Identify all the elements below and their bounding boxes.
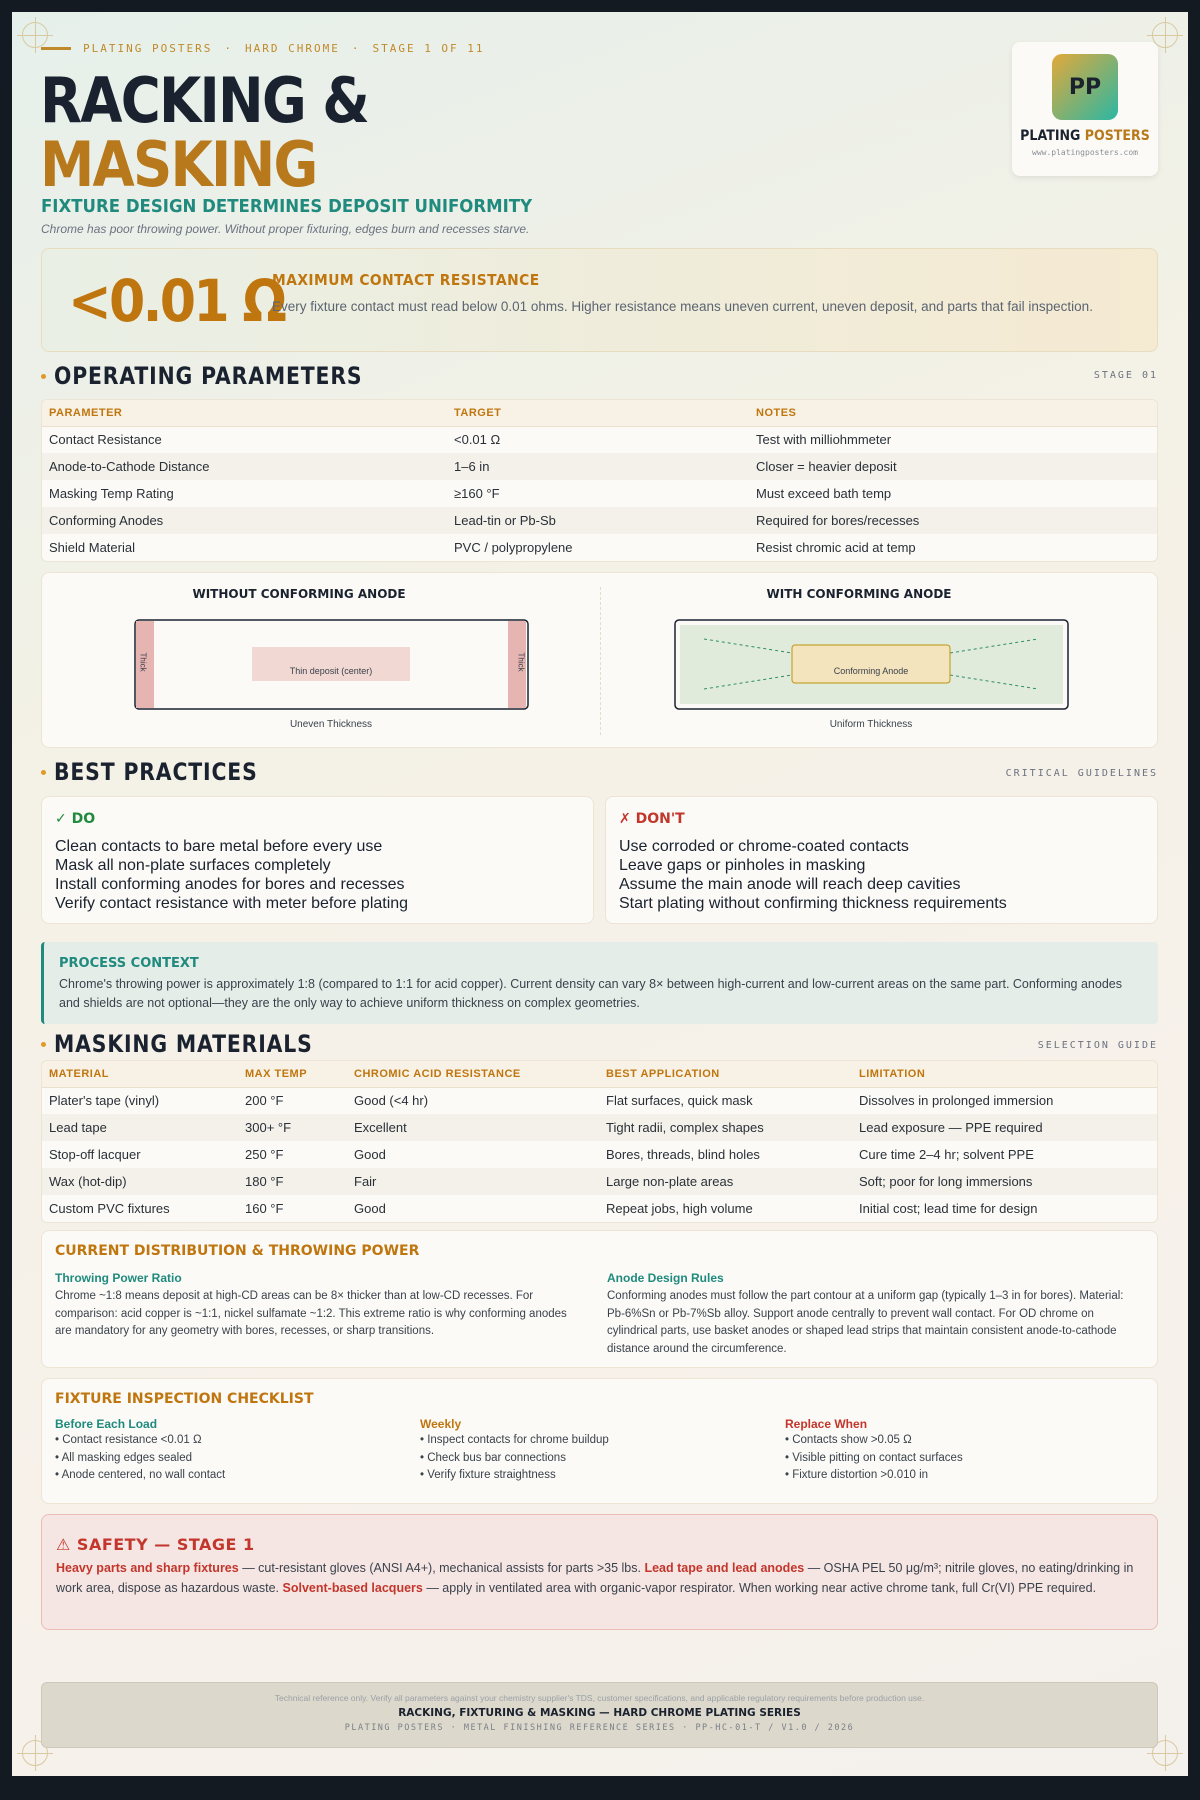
list-item: Leave gaps or pinholes in masking: [619, 857, 866, 874]
footer-disclaimer: Technical reference only. Verify all parameters against your chemistry supplier's TDS, customer specifications, and applicable regulatory requirements before production use.: [274, 1693, 925, 1703]
current-distribution-card: [41, 1230, 1158, 1368]
table-cell: Anode-to-Cathode Distance: [42, 453, 447, 480]
table-row: [42, 1195, 1157, 1222]
breadcrumb: [41, 42, 485, 55]
column-header: MATERIAL: [42, 1061, 238, 1087]
table-row: [42, 426, 1157, 453]
table-row: [42, 453, 1157, 480]
dont-list: [619, 837, 1007, 913]
safety-hazard: Solvent-based lacquers: [282, 1580, 423, 1595]
footer: [41, 1682, 1158, 1748]
table-cell: Plater's tape (vinyl): [49, 1093, 160, 1109]
table-cell: Test with milliohmmeter: [756, 432, 892, 448]
part-with-conforming-anode: [674, 619, 1070, 711]
column-header: CHROMIC ACID RESISTANCE: [347, 1061, 599, 1087]
safety-detail: — OSHA PEL 50 μg/m³; nitrile gloves, no eating/drinking in work area, dispose as hazardous waste.: [56, 1561, 1134, 1595]
column-header: BEST APPLICATION: [599, 1061, 852, 1087]
table-cell: Contact Resistance: [49, 432, 162, 448]
table-row: [42, 1141, 1157, 1168]
table-cell: Lead-tin or Pb-Sb: [447, 507, 749, 534]
anode-comparison-diagram: [41, 572, 1158, 748]
table-cell: Good (<4 hr): [354, 1093, 429, 1109]
safety-text: [56, 1559, 1146, 1598]
breadcrumb-item: STAGE 1 OF 11: [372, 42, 485, 55]
table-cell: 160 °F: [245, 1201, 284, 1216]
breadcrumb-bar: [41, 47, 71, 50]
context-title: PROCESS CONTEXT: [59, 956, 199, 971]
resistance-text: Every fixture contact must read below 0.01 ohms. Higher resistance means uneven current, uneven deposit, and parts that fail inspection.: [272, 299, 1093, 314]
footer-title: RACKING, FIXTURING & MASKING — HARD CHROME PLATING SERIES: [398, 1707, 801, 1719]
masking-heading: MASKING MATERIALS: [54, 1030, 313, 1058]
anode-design-text: Conforming anodes must follow the part contour at a uniform gap (typically 1–3 in for bores). Material: Pb-6%Sn or Pb-7%Sb alloy. Support anode centrally to prevent wall contact. For OD chrome on cylindrical parts, use basket anodes or shaped lead strips that maintain consistent anode-to-cathode distance around the circumference.: [607, 1290, 1124, 1355]
checklist-item: • Check bus bar connections: [420, 1451, 566, 1464]
list-item: Verify contact resistance with meter before plating: [55, 895, 409, 912]
breadcrumb-item: HARD CHROME: [244, 42, 340, 55]
breadcrumb-separator: ·: [224, 42, 233, 55]
table-row: [42, 1114, 1157, 1141]
practices-section-heading: [41, 758, 294, 786]
resistance-callout: [41, 248, 1158, 352]
table-header-row: [42, 1061, 1157, 1087]
checklist-item: • Inspect contacts for chrome buildup: [420, 1434, 609, 1446]
table-cell: Must exceed bath temp: [756, 486, 892, 501]
table-cell: 250 °F: [245, 1147, 284, 1162]
checklist-item: • Contact resistance <0.01 Ω: [55, 1434, 202, 1446]
resistance-title: MAXIMUM CONTACT RESISTANCE: [272, 271, 540, 289]
table-cell: Tight radii, complex shapes: [599, 1114, 852, 1141]
do-title: ✓ DO: [55, 811, 96, 827]
brand-url: www.platingposters.com: [1032, 148, 1138, 157]
throwing-power-block: [55, 1271, 585, 1341]
poster: [12, 12, 1188, 1776]
do-list: [55, 837, 408, 913]
throwing-power-title: Throwing Power Ratio: [55, 1271, 182, 1285]
table-cell: Initial cost; lead time for design: [859, 1201, 1038, 1216]
checklist-column: [420, 1417, 760, 1485]
table-row: [42, 1168, 1157, 1195]
operating-section-heading: [41, 362, 417, 390]
page-title-line1: RACKING &: [40, 64, 369, 137]
brand-name-part1: PLATING: [1020, 128, 1081, 144]
table-cell: Conforming Anodes: [42, 507, 447, 534]
safety-detail: — apply in ventilated area with organic-vapor respirator. When working near active chrome tank, full Cr(VI) PPE required.: [422, 1580, 1097, 1595]
safety-callout: [41, 1514, 1158, 1630]
table-cell: Dissolves in prolonged immersion: [859, 1093, 1054, 1109]
checklist-item: • Anode centered, no wall contact: [55, 1469, 226, 1481]
thick-label-left: Thick: [138, 652, 148, 672]
table-cell: Lead tape: [42, 1114, 238, 1141]
checklist-column: [55, 1417, 395, 1485]
table-cell: Good: [354, 1147, 386, 1162]
checklist-item: • All masking edges sealed: [55, 1451, 192, 1464]
page-title-line2: MASKING: [40, 128, 317, 201]
table-cell: Repeat jobs, high volume: [606, 1201, 753, 1216]
table-row: [42, 507, 1157, 534]
operating-table: [41, 399, 1158, 562]
brand-name: [1019, 128, 1150, 144]
footer-series: PLATING POSTERS · METAL FINISHING REFERENCE SERIES · PP-HC-01-T / V1.0 / 2026: [344, 1723, 855, 1733]
column-header: MAX TEMP: [238, 1061, 347, 1087]
anode-design-title: Anode Design Rules: [607, 1271, 724, 1285]
process-context-callout: [41, 942, 1158, 1024]
checklist-column: [785, 1417, 1125, 1485]
diagram-right-caption: Uniform Thickness: [829, 719, 913, 730]
list-item: Install conforming anodes for bores and recesses: [55, 876, 405, 893]
diagram-left-title: WITHOUT CONFORMING ANODE: [192, 587, 406, 601]
list-item: Clean contacts to bare metal before every use: [55, 838, 383, 855]
checklist-column-title: Before Each Load: [55, 1417, 158, 1431]
context-text: Chrome's throwing power is approximately 1:8 (compared to 1:1 for acid copper). Current density can vary 8× between high-current and low-current areas on the same part. Conforming anodes and shields are not optional—they are the only way to achieve uniform thickness on complex geometries.: [59, 977, 1122, 1010]
practices-tag: CRITICAL GUIDELINES: [1005, 768, 1158, 779]
checklist-item: • Visible pitting on contact surfaces: [785, 1451, 963, 1464]
bullet-dot: [41, 374, 46, 379]
table-cell: Required for bores/recesses: [749, 507, 1157, 534]
table-cell: 180 °F: [238, 1168, 347, 1195]
bullet-dot: [41, 770, 46, 775]
thin-deposit-label: Thin deposit (center): [289, 666, 373, 676]
table-header-row: [42, 400, 1157, 426]
table-cell: Cure time 2–4 hr; solvent PPE: [859, 1147, 1034, 1162]
resistance-value: <0.01 Ω: [68, 267, 285, 335]
column-header: NOTES: [749, 400, 1157, 426]
breadcrumb-item: PLATING POSTERS: [83, 42, 213, 55]
operating-tag: STAGE 01: [1093, 370, 1158, 381]
distribution-title: CURRENT DISTRIBUTION & THROWING POWER: [55, 1243, 420, 1259]
column-header: TARGET: [447, 400, 749, 426]
table-cell: Masking Temp Rating: [49, 486, 174, 501]
safety-hazard: Lead tape and lead anodes: [644, 1561, 805, 1575]
brand-logo-mark: PP: [1052, 54, 1118, 120]
bullet-dot: [41, 1042, 46, 1047]
safety-title: ⚠ SAFETY — STAGE 1: [56, 1535, 255, 1554]
list-item: Mask all non-plate surfaces completely: [55, 857, 331, 874]
table-cell: Wax (hot-dip): [42, 1168, 238, 1195]
checklist-column-title: Replace When: [785, 1417, 868, 1431]
table-cell: Flat surfaces, quick mask: [606, 1093, 753, 1109]
table-cell: Lead exposure — PPE required: [852, 1114, 1157, 1141]
throwing-power-text: Chrome ~1:8 means deposit at high-CD areas can be 8× thicker than at low-CD recesses. For comparison: acid copper is ~1:1, nickel sulfamate ~1:2. This extreme ratio is why conforming anodes are mandatory for any geometry with bores, recesses, or sharp transitions.: [55, 1290, 567, 1337]
page-tagline: Chrome has poor throwing power. Without proper fixturing, edges burn and recesses starve.: [41, 222, 530, 236]
masking-table: [41, 1060, 1158, 1223]
diagram-left-caption: Uneven Thickness: [289, 719, 373, 730]
dont-card: [605, 796, 1158, 924]
table-row: [42, 534, 1157, 561]
table-cell: Stop-off lacquer: [49, 1147, 141, 1162]
conforming-anode-label: Conforming Anode: [833, 666, 909, 676]
table-cell: Resist chromic acid at temp: [756, 540, 916, 555]
do-card: [41, 796, 594, 924]
page-subtitle: FIXTURE DESIGN DETERMINES DEPOSIT UNIFORMITY: [41, 196, 533, 217]
table-cell: Custom PVC fixtures: [49, 1201, 170, 1216]
table-row: [42, 480, 1157, 507]
table-cell: Soft; poor for long immersions: [852, 1168, 1157, 1195]
checklist-item: • Verify fixture straightness: [420, 1469, 556, 1481]
conforming-anode-shape: [792, 645, 950, 683]
table-cell: 200 °F: [245, 1093, 284, 1109]
inspection-title: FIXTURE INSPECTION CHECKLIST: [55, 1391, 314, 1407]
diagram-right-title: WITH CONFORMING ANODE: [766, 587, 952, 601]
table-cell: ≥160 °F: [454, 486, 500, 501]
table-cell: PVC / polypropylene: [454, 540, 573, 555]
list-item: Assume the main anode will reach deep cavities: [619, 876, 961, 893]
breadcrumb-separator: ·: [351, 42, 361, 55]
checklist-item: • Contacts show >0.05 Ω: [785, 1434, 912, 1446]
brand-logo-card[interactable]: [1012, 42, 1158, 176]
dont-title: ✗ DON'T: [619, 811, 685, 827]
table-cell: Fair: [347, 1168, 599, 1195]
checklist-column-title: Weekly: [420, 1417, 462, 1431]
inspection-checklist-card: [41, 1378, 1158, 1504]
safety-detail: — cut-resistant gloves (ANSI A4+), mechanical assists for parts >35 lbs.: [238, 1561, 645, 1575]
table-cell: Excellent: [347, 1114, 599, 1141]
thick-label-right: Thick: [516, 652, 526, 672]
anode-design-block: [607, 1271, 1142, 1358]
table-cell: Good: [354, 1201, 386, 1216]
table-cell: Shield Material: [49, 540, 135, 555]
table-cell: Bores, threads, blind holes: [606, 1147, 760, 1162]
masking-tag: SELECTION GUIDE: [1037, 1040, 1158, 1051]
practices-heading: BEST PRACTICES: [54, 758, 258, 786]
table-row: [42, 1087, 1157, 1114]
column-header: PARAMETER: [42, 400, 447, 426]
checklist-item: • Fixture distortion >0.010 in: [785, 1469, 929, 1481]
table-cell: 1–6 in: [447, 453, 749, 480]
table-cell: <0.01 Ω: [454, 432, 501, 448]
table-cell: 300+ °F: [238, 1114, 347, 1141]
part-without-conforming-anode: [134, 619, 530, 711]
list-item: Start plating without confirming thickness requirements: [619, 895, 1007, 912]
diagram-divider: [600, 587, 601, 735]
masking-section-heading: [41, 1030, 358, 1058]
brand-name-part2: POSTERS: [1084, 128, 1150, 144]
operating-heading: OPERATING PARAMETERS: [54, 362, 363, 390]
table-cell: Closer = heavier deposit: [749, 453, 1157, 480]
table-cell: Large non-plate areas: [599, 1168, 852, 1195]
safety-hazard: Heavy parts and sharp fixtures: [56, 1561, 239, 1575]
list-item: Use corroded or chrome-coated contacts: [619, 838, 909, 855]
column-header: LIMITATION: [852, 1061, 1157, 1087]
